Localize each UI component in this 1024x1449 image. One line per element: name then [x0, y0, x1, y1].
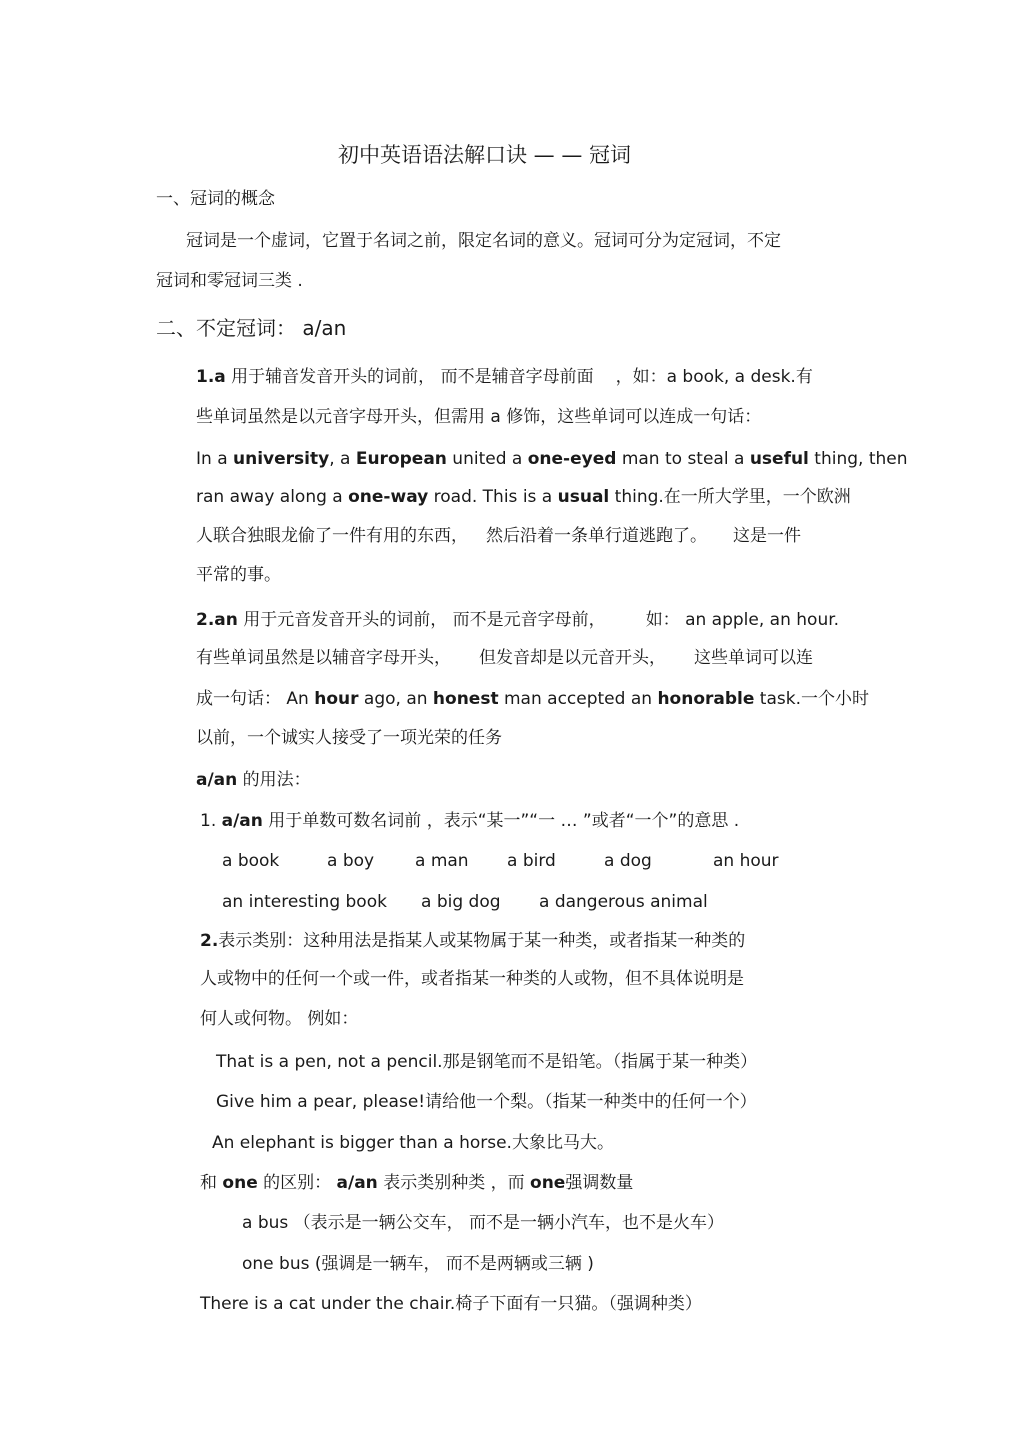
example-phrase: a boy [327, 851, 375, 871]
rule-a-line: 些单词虽然是以元音字母开头，但需用 a 修饰，这些单词可以连成一句话： [196, 407, 762, 427]
rule-number: 2.an [196, 610, 238, 630]
usage-1-line: 1. a/an 用于单数可数名词前 ，表示“某一”“一 … ”或者“一个”的意思 . [200, 811, 740, 831]
translation-line: 人联合独眼龙偷了一件有用的东西， 然后沿着一条单行道逃跑了。 这是一件 [196, 526, 801, 546]
difference-example: a bus （表示是一辆公交车， 而不是一辆小汽车，也不是火车） [242, 1213, 725, 1233]
example-sentence: 成一句话： An hour ago, an honest man accepted an honorable task.一个小时 [196, 689, 869, 709]
rule-a-line: 1.a 用于辅音发音开头的词前， 而不是辅音字母前面 ，如：a book, a desk.有 [196, 367, 813, 387]
example-sentence: That is a pen, not a pencil.那是钢笔而不是铅笔。（指属于某一种类） [216, 1052, 758, 1072]
example-phrase: a dangerous animal [539, 892, 708, 912]
rule-number: 1.a [196, 367, 226, 387]
paragraph-line: 冠词和零冠词三类 . [156, 271, 303, 291]
example-sentence: An elephant is bigger than a horse.大象比马大。 [212, 1133, 614, 1153]
example-phrase: an interesting book [222, 892, 387, 912]
difference-example: There is a cat under the chair.椅子下面有一只猫。（强调种类） [200, 1294, 702, 1314]
rule-an-line: 2.an 用于元音发音开头的词前， 而不是元音字母前， 如： an apple, an hour. [196, 610, 840, 630]
example-phrase: a dog [604, 851, 652, 871]
example-sentence: ran away along a one-way road. This is a usual thing.在一所大学里，一个欧洲 [196, 487, 851, 507]
example-phrase: a man [415, 851, 469, 871]
example-sentence: Give him a pear, please!请给他一个梨。（指某一种类中的任何一个） [216, 1092, 757, 1112]
example-phrase: a bird [507, 851, 556, 871]
difference-example: one bus (强调是一辆车， 而不是两辆或三辆 ) [242, 1254, 594, 1274]
example-phrase: an hour [713, 851, 779, 871]
translation-line: 以前，一个诚实人接受了一项光荣的任务 [196, 728, 502, 748]
example-phrase: a big dog [421, 892, 501, 912]
example-phrase: a book [222, 851, 280, 871]
section-2-heading: 二、不定冠词： a/an [156, 316, 347, 340]
usage-2-line: 2.表示类别：这种用法是指某人或某物属于某一种类，或者指某一种类的 [200, 931, 746, 951]
rule-an-line: 有些单词虽然是以辅音字母开头， 但发音却是以元音开头， 这些单词可以连 [196, 648, 813, 668]
page-title: 初中英语语法解口诀 — — 冠词 [338, 143, 632, 167]
usage-2-line: 何人或何物。 例如： [200, 1009, 359, 1029]
section-1-heading: 一、冠词的概念 [156, 189, 275, 209]
usage-heading: a/an 的用法： [196, 770, 311, 790]
example-sentence: In a university, a European united a one-eyed man to steal a useful thing, then [196, 449, 908, 469]
usage-2-line: 人或物中的任何一个或一件，或者指某一种类的人或物，但不具体说明是 [200, 969, 744, 989]
paragraph-line: 冠词是一个虚词，它置于名词之前，限定名词的意义。冠词可分为定冠词，不定 [186, 231, 781, 251]
difference-heading: 和 one 的区别： a/an 表示类别种类 ，而 one强调数量 [200, 1173, 634, 1193]
translation-line: 平常的事。 [196, 565, 281, 585]
